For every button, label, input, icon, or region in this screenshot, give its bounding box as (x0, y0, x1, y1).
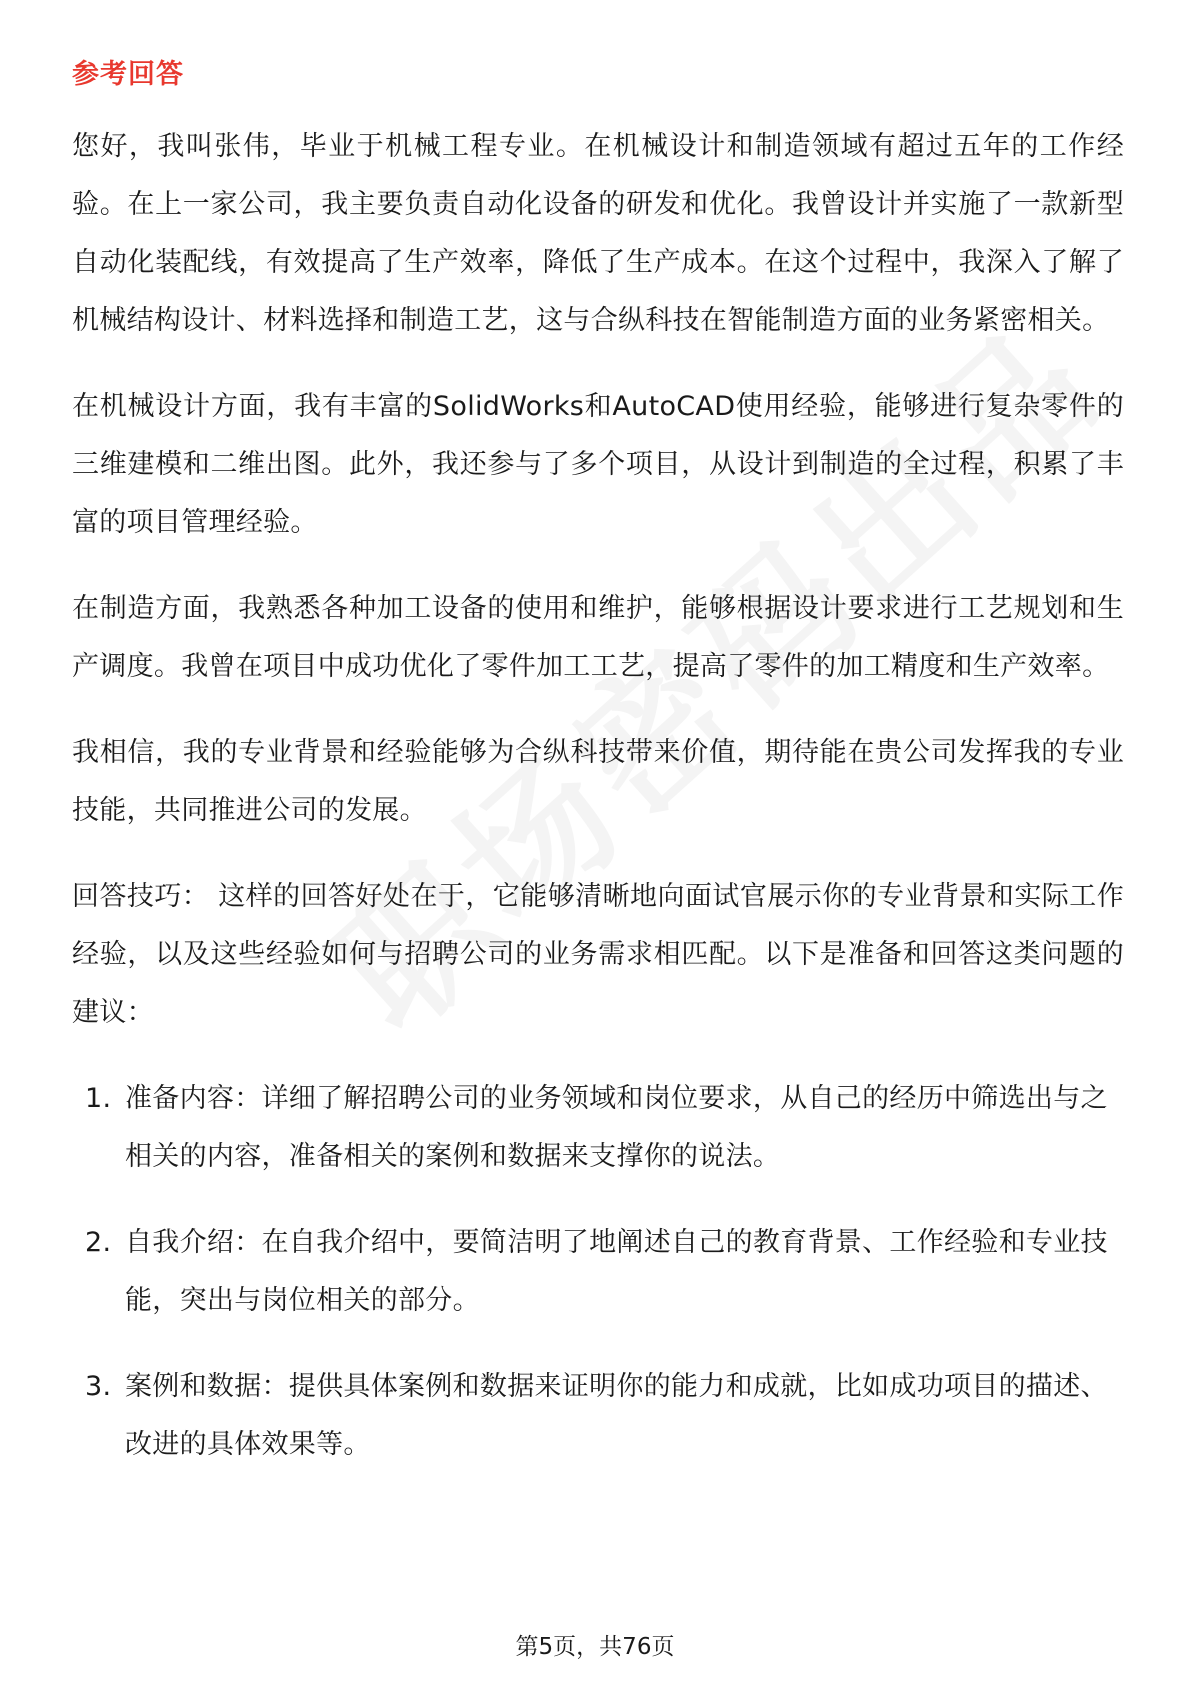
list-item (72, 1358, 1124, 1474)
section-heading: 参考回答 (72, 59, 184, 90)
list-item-number: 3. (85, 1371, 112, 1402)
page-number-footer: 第5页，共76页 (515, 1634, 675, 1660)
paragraph-manufacturing: 在制造方面，我熟悉各种加工设备的使用和维护，能够根据设计要求进行工艺规划和生产调度。我曾在项目中成功优化了零件加工工艺，提高了零件的加工精度和生产效率。 (72, 593, 1124, 682)
paragraph-intro: 您好，我叫张伟，毕业于机械工程专业。在机械设计和制造领域有超过五年的工作经验。在上一家公司，我主要负责自动化设备的研发和优化。我曾设计并实施了一款新型自动化装配线，有效提高了生产效率，降低了生产成本。在这个过程中，我深入了解了机械结构设计、材料选择和制造工艺，这与合纵科技在智能制造方面的业务紧密相关。 (72, 131, 1124, 336)
list-item-text: 准备内容：详细了解招聘公司的业务领域和岗位要求，从自己的经历中筛选出与之相关的内容，准备相关的案例和数据来支撑你的说法。 (125, 1083, 1108, 1172)
list-item-number: 2. (85, 1227, 112, 1258)
list-item (72, 1070, 1124, 1186)
paragraph-design: 在机械设计方面，我有丰富的SolidWorks和AutoCAD使用经验，能够进行复杂零件的三维建模和二维出图。此外，我还参与了多个项目，从设计到制造的全过程，积累了丰富的项目管理经验。 (72, 391, 1124, 538)
paragraph-closing: 我相信，我的专业背景和经验能够为合纵科技带来价值，期待能在贵公司发挥我的专业技能，共同推进公司的发展。 (72, 737, 1124, 826)
list-item-text: 自我介绍：在自我介绍中，要简洁明了地阐述自己的教育背景、工作经验和专业技能，突出与岗位相关的部分。 (125, 1227, 1108, 1316)
list-item-text: 案例和数据：提供具体案例和数据来证明你的能力和成就，比如成功项目的描述、改进的具体效果等。 (125, 1371, 1108, 1460)
tips-list (72, 1070, 1124, 1474)
document-body (72, 118, 1124, 1502)
list-item-number: 1. (85, 1083, 112, 1114)
list-item (72, 1214, 1124, 1330)
paragraph-tips: 回答技巧： 这样的回答好处在于，它能够清晰地向面试官展示你的专业背景和实际工作经验，以及这些经验如何与招聘公司的业务需求相匹配。以下是准备和回答这类问题的建议： (72, 881, 1124, 1028)
